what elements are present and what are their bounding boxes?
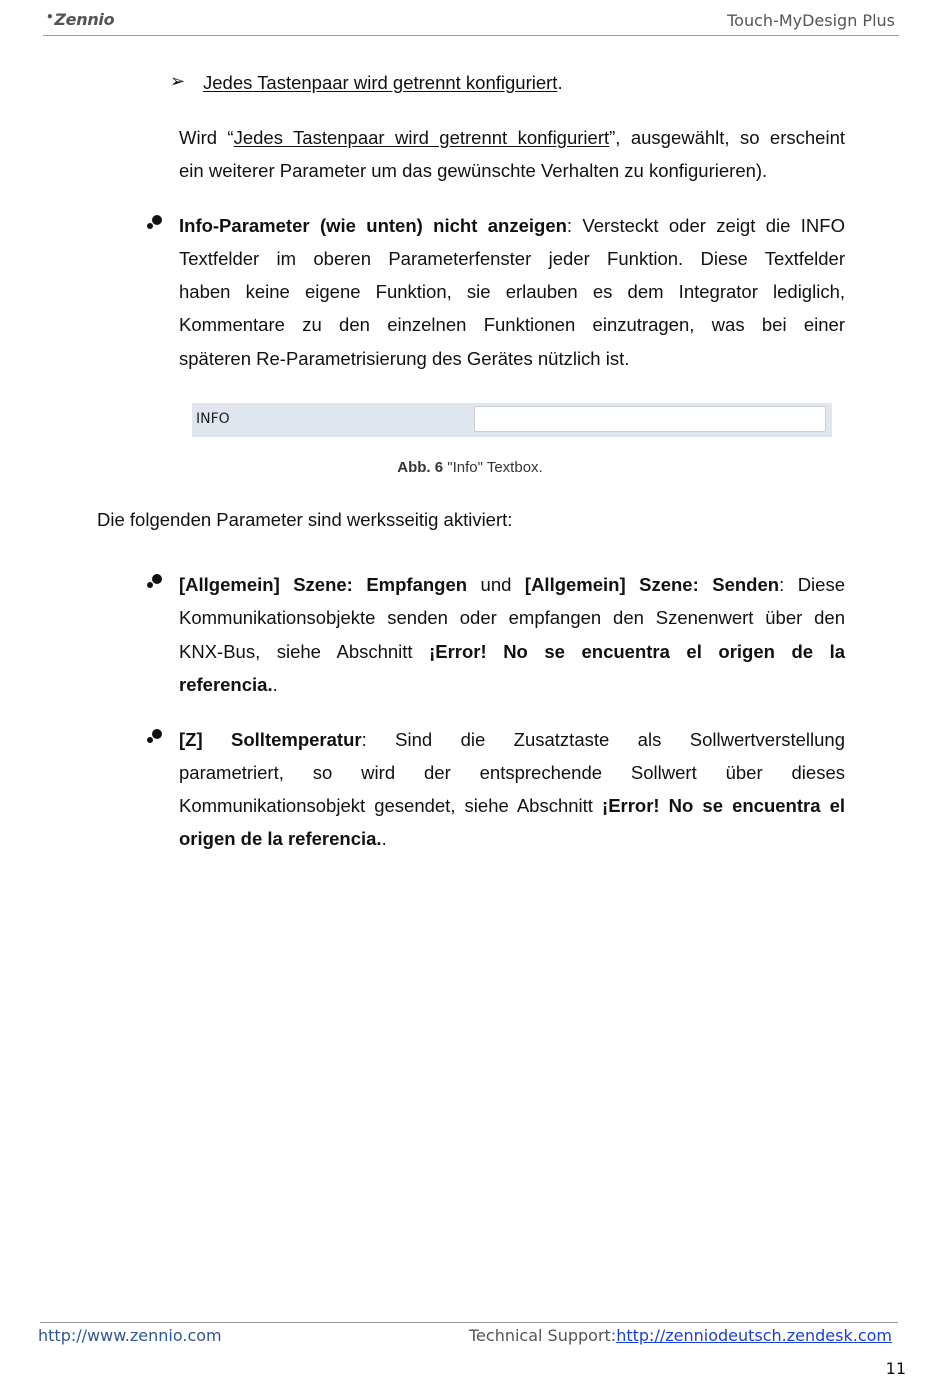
info-text-input[interactable] [474,406,826,432]
setpoint-bullet-line2: parametriert, so wird der entsprechende Sollwert über dieses [179,762,845,783]
support-label: Technical Support: [469,1326,617,1345]
scene-bullet-line1: [Allgemein] Szene: Empfangen und [Allgemein] Szene: Senden: Diese [179,574,845,595]
option-desc-link: Jedes Tastenpaar wird getrennt konfiguriert [233,127,610,148]
logo-dot-icon: • [46,10,54,24]
support-info [469,1326,892,1345]
info-field-label: INFO [196,411,230,427]
option-item-text: Jedes Tastenpaar wird getrennt konfiguriert [203,72,558,93]
bullet-icon [147,215,165,233]
info-bullet-line5: späteren Re-Parametrisierung des Gerätes nützlich ist. [179,348,630,369]
info-bullet-line1: Info-Parameter (wie unten) nicht anzeigen: Versteckt oder zeigt die INFO [179,215,845,236]
option-desc-line2: ein weiterer Parameter um das gewünschte Verhalten zu konfigurieren). [179,160,768,181]
bullet-icon [147,729,165,747]
option-item: Jedes Tastenpaar wird getrennt konfiguriert. [203,72,563,93]
info-bullet-line3: haben keine eigene Funktion, sie erlauben es dem Integrator lediglich, [179,281,845,302]
info-bullet-line4: Kommentare zu den einzelnen Funktionen einzutragen, was bei einer [179,314,845,335]
page-number: 11 [885,1359,906,1378]
logo-text: Zennio [54,10,115,29]
scene-bullet-line2: Kommunikationsobjekte senden oder empfangen den Szenenwert über den [179,607,845,628]
document-title: Touch-MyDesign Plus [727,11,895,30]
info-textbox-figure [192,403,832,437]
info-bullet-line2: Textfelder im oberen Parameterfenster jeder Funktion. Diese Textfelder [179,248,845,269]
intro-paragraph: Die folgenden Parameter sind werksseitig aktiviert: [97,509,513,530]
figure-caption: Abb. 6 "Info" Textbox. [397,459,543,476]
bullet-icon [147,574,165,592]
website-link[interactable]: http://www.zennio.com [38,1326,222,1345]
setpoint-bullet-line3: Kommunikationsobjekt gesendet, siehe Abschnitt ¡Error! No se encuentra el [179,795,846,816]
support-link[interactable]: http://zenniodeutsch.zendesk.com [616,1326,892,1345]
scene-bullet-line4: referencia.. [179,674,278,695]
footer-divider [40,1322,898,1323]
header-divider [43,35,899,36]
zennio-logo [46,10,114,29]
setpoint-bullet-line4: origen de la referencia.. [179,828,387,849]
info-param-name: Info-Parameter (wie unten) nicht anzeigen [179,215,567,236]
setpoint-bullet-line1: [Z] Solltemperatur: Sind die Zusatztaste als Sollwertverstellung [179,729,846,750]
option-desc-line1: Wird “Jedes Tastenpaar wird getrennt konfiguriert”, ausgewählt, so erscheint [179,127,845,148]
scene-bullet-line3: KNX-Bus, siehe Abschnitt ¡Error! No se encuentra el origen de la [179,641,845,662]
arrow-bullet-icon: ➢ [170,71,186,91]
